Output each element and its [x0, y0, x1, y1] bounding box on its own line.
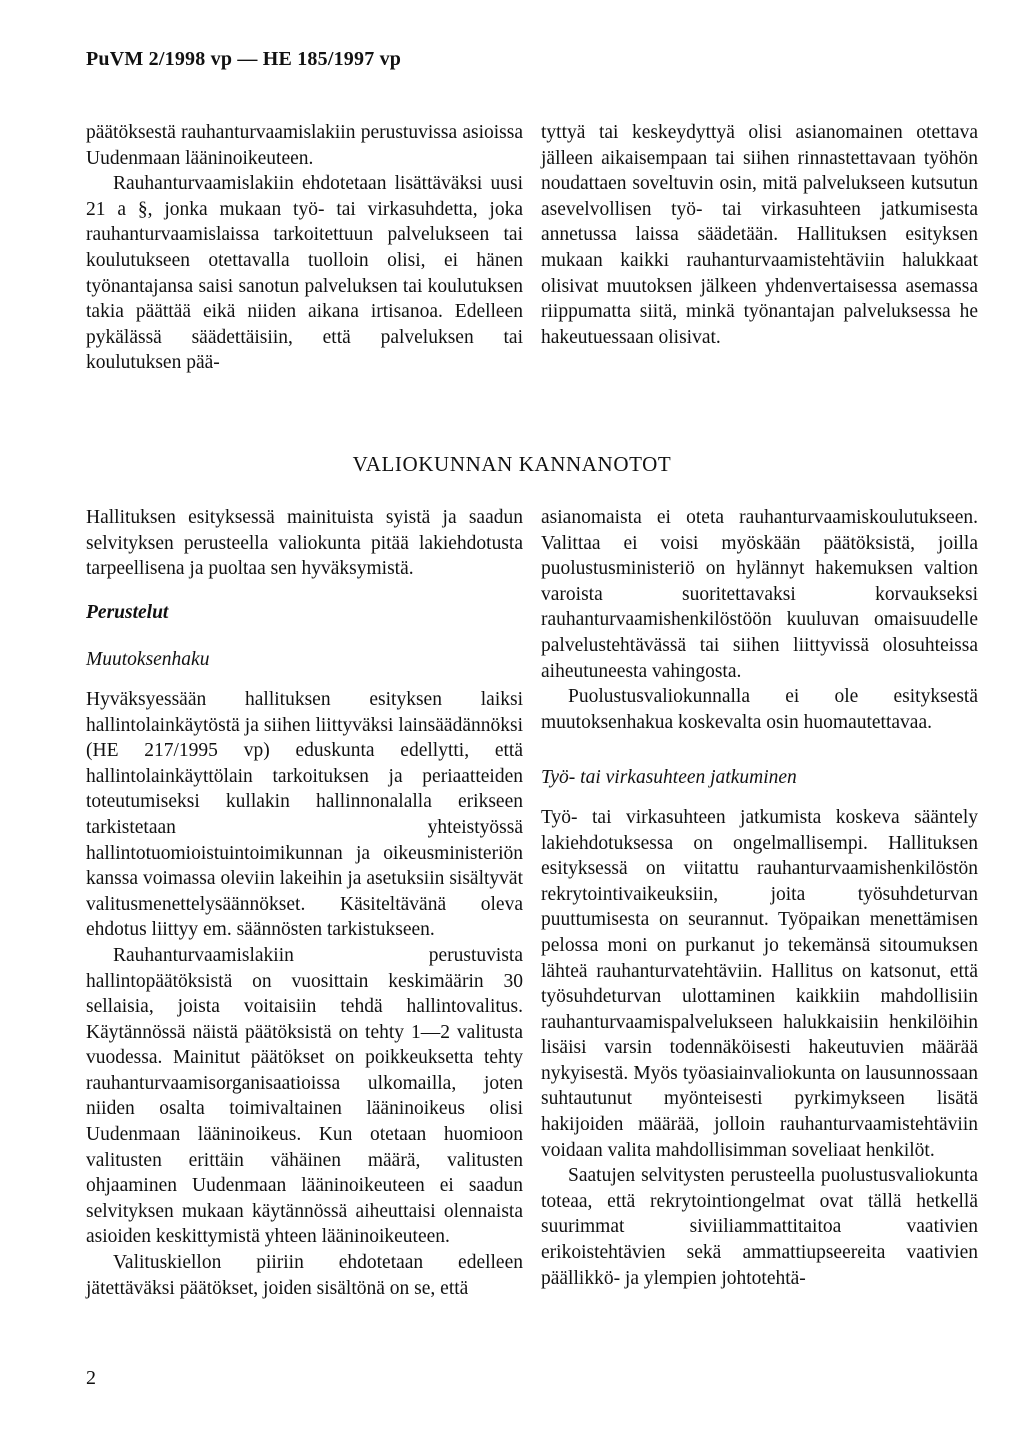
bottom-left-column — [86, 505, 523, 1301]
paragraph: tyttyä tai keskeydyttyä olisi asianomainen otettava jälleen aikaisempaan tai siihen rinnastettavaan työhön noudattaen soveltuvin osin, mitä palvelukseen kutsutun asevelvollisen työ- tai virkasuhteen jatkumisesta annetussa laissa säädetään. Hallituksen esityksen mukaan kaikki rauhanturvaamistehtäviin halukkaat olisivat muutoksen jälkeen yhdenvertaisessa asemassa riippumatta siitä, minkä työnantajan palveluksessa he hakeutuessaan olisivat. — [541, 122, 978, 348]
paragraph: Saatujen selvitysten perusteella puolustusvaliokunta toteaa, että rekrytointiongelmat ovat tällä hetkellä suurimmat siviiliammattitaitoa vaativien erikoistehtävien sekä ammattiupseereita vaativien päällikkö- ja ylempien johtotehtä- — [541, 1165, 978, 1289]
paragraph: Työ- tai virkasuhteen jatkumista koskeva sääntely lakiehdotuksessa on ongelmallisempi. Hallituksen esityksessä on viitattu rauhanturvaamishenkilöstön rekrytointivaikeuksiin, joita työsuhdeturvan puuttumisesta on seurannut. Työpaikan menettämisen pelossa moni on purkanut jo tekemänsä sitoumuksen lähteä rauhanturvatehtäviin. Hallitus on katsonut, että työsuhdeturvan ulottaminen kaikkiin mahdollisiin rauhanturvaamispalvelukseen halukkaisiin henkilöihin lisäisi varsin todennäköisesti hakeutuvien määrää nykyisestä. Myös työasiainvaliokunta on lausunnossaan suhtautunut myönteisesti pyrkimykseen lisätä hakijoiden määrää, jolloin rauhanturvaamistehtäviin voidaan valita mahdollisimman soveliaat henkilöt. — [541, 806, 978, 1161]
paragraph: Valituskiellon piiriin ehdotetaan edelleen jätettäväksi päätökset, joiden sisältönä on se, että — [86, 1252, 523, 1299]
paragraph: Rauhanturvaamislakiin perustuvista hallintopäätöksistä on vuosittain keskimäärin 30 sellaisia, joista voitaisiin tehdä hallintovalitus. Käytännössä näistä päätöksistä on tehty 1—2 valitusta vuodessa. Mainitut päätökset on poikkeuksetta tehty rauhanturvaamisorganisaatioissa ulkomailla, joten niiden osalta toimivaltainen lääninoikeus olisi Uudenmaan lääninoikeus. Kun otetaan huomioon valitusten erittäin vähäinen määrä, valitusten ohjaaminen Uudenmaan lääninoikeuteen ei saadun selvityksen mukaan käytännössä aiheuttaisi olennaista asioiden keskittymistä yhteen lääninoikeuteen. — [86, 944, 523, 1248]
heading-muutoksenhaku: Muutoksenhaku — [86, 649, 210, 671]
paragraph: asianomaista ei oteta rauhanturvaamiskoulutukseen. Valittaa ei voisi myöskään päätöksistä, joilla puolustusministeriö on hylännyt hakemuksen valtion varoista suoritettavaksi korvaukseksi rauhanturvaamishenkilöstöön kuuluvan omaisuudelle palvelustehtävässä tai siihen liittyvissä olosuhteissa aiheutuneesta vahingosta. — [541, 507, 978, 682]
paragraph: päätöksestä rauhanturvaamislakiin perustuvissa asioissa Uudenmaan lääninoikeuteen. — [86, 122, 523, 169]
paragraph: Puolustusvaliokunnalla ei ole esityksestä muutoksenhakua koskevalta osin huomautettavaa. — [541, 686, 978, 733]
paragraph: Rauhanturvaamislakiin ehdotetaan lisättäväksi uusi 21 a §, jonka mukaan työ- tai virkasuhdetta, joka rauhanturvaamislaissa tarkoitettuun palvelukseen tai koulutukseen otettavalla tuolloin olisi, ei hänen työnantajansa saisi sanotun palveluksen tai koulutuksen takia päättää eikä niiden aikana irtisanoa. Edelleen pykälässä säädettäisiin, että palveluksen tai koulutuksen pää- — [86, 173, 523, 374]
bottom-right-column — [541, 505, 978, 1291]
heading-perustelut: Perustelut — [86, 601, 169, 623]
page-number: 2 — [86, 1367, 96, 1389]
intro-paragraph: Hallituksen esityksessä mainituista syistä ja saadun selvityksen perusteella valiokunta pitää lakiehdotusta tarpeellisena ja puoltaa sen hyväksymistä. — [86, 507, 523, 580]
paragraph: Hyväksyessään hallituksen esityksen laiksi hallintolainkäytöstä ja siihen liittyväksi lainsäädännöksi (HE 217/1995 vp) eduskunta edellytti, että hallintolainkäyttölain tarkoituksen ja periaatteiden toteutumiseksi kullakin hallinnonalalla erikseen tarkistetaan yhteistyössä hallintotuomioistuintoimikunnan ja oikeusministeriön kanssa voimassa oleviin lakeihin ja asetuksiin sisältyvät valitusmenettelysäännökset. Käsiteltävänä oleva ehdotus liittyy em. säännösten tarkistukseen. — [86, 688, 523, 941]
running-header: PuVM 2/1998 vp — HE 185/1997 vp — [86, 48, 402, 70]
top-left-column — [86, 120, 523, 376]
heading-tyosuhde: Työ- tai virkasuhteen jatkuminen — [541, 767, 797, 789]
top-right-column — [541, 120, 978, 350]
section-title: VALIOKUNNAN KANNANOTOT — [352, 452, 672, 476]
